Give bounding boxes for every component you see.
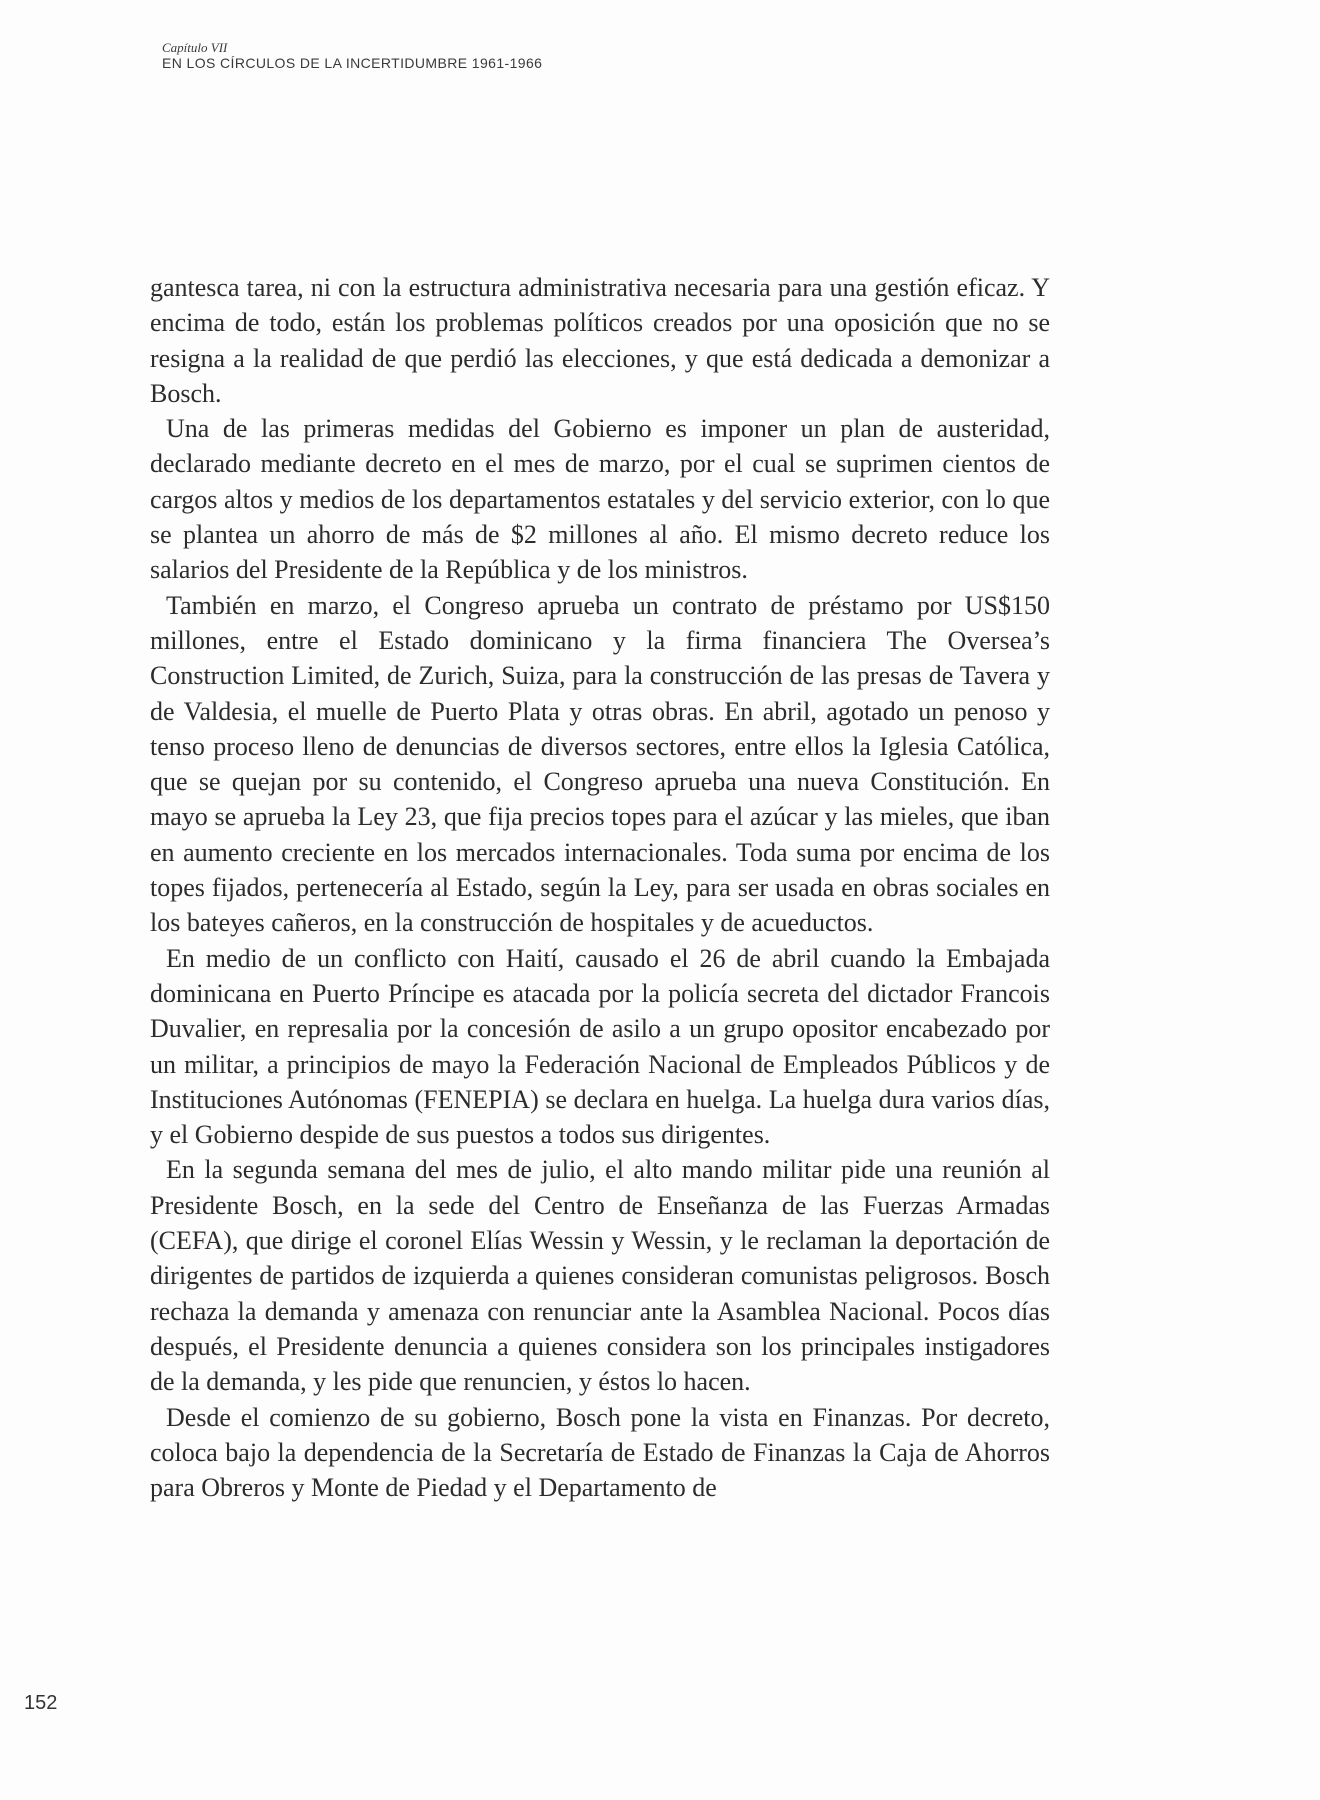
running-header bbox=[162, 40, 542, 72]
paragraph-2: Una de las primeras medidas del Gobierno es imponer un plan de austeridad, declarado mediante decreto en el mes de marzo, por el cual se suprimen cientos de cargos altos y medios de los departamentos estatales y del servicio exterior, con lo que se plantea un ahorro de más de $2 millones al año. El mismo decreto reduce los salarios del Presidente de la República y de los ministros. bbox=[150, 414, 1050, 585]
paragraph-3: También en marzo, el Congreso aprueba un contrato de préstamo por US$150 millones, entre el Estado dominicano y la firma financiera The Oversea’s Construction Limited, de Zurich, Suiza, para la construcción de las presas de Tavera y de Valdesia, el muelle de Puerto Plata y otras obras. En abril, agotado un penoso y tenso proceso lleno de denuncias de diversos sectores, entre ellos la Iglesia Católica, que se quejan por su contenido, el Congreso aprueba una nueva Constitución. En mayo se aprueba la Ley 23, que fija precios topes para el azúcar y las mieles, que iban en aumento creciente en los mercados internacionales. Toda suma por encima de los topes fijados, pertenecería al Estado, según la Ley, para ser usada en obras sociales en los bateyes cañeros, en la construcción de hospitales y de acueductos. bbox=[150, 590, 1050, 938]
chapter-title: EN LOS CÍRCULOS DE LA INCERTIDUMBRE 1961-1966 bbox=[162, 55, 543, 71]
paragraph-4: En medio de un conflicto con Haití, causado el 26 de abril cuando la Embajada dominicana en Puerto Príncipe es atacada por la policía secreta del dictador Francois Duvalier, en represalia por la concesión de asilo a un grupo opositor encabezado por un militar, a principios de mayo la Federación Nacional de Empleados Públicos y de Instituciones Autónomas (FENEPIA) se declara en huelga. La huelga dura varios días, y el Gobierno despide de sus puestos a todos sus dirigentes. bbox=[150, 943, 1050, 1150]
chapter-label: Capítulo VII bbox=[162, 40, 228, 55]
paragraph-5: En la segunda semana del mes de julio, el alto mando militar pide una reunión al Presidente Bosch, en la sede del Centro de Enseñanza de las Fuerzas Armadas (CEFA), que dirige el coronel Elías Wessin y Wessin, y le reclaman la deportación de dirigentes de partidos de izquierda a quienes consideran comunistas peligrosos. Bosch rechaza la demanda y amenaza con renunciar ante la Asamblea Nacional. Pocos días después, el Presidente denuncia a quienes considera son los principales instigadores de la demanda, y les pide que renuncien, y éstos lo hacen. bbox=[150, 1155, 1050, 1397]
page-number: 152 bbox=[24, 1692, 58, 1714]
paragraph-1: gantesca tarea, ni con la estructura administrativa necesaria para una gestión eficaz. Y encima de todo, están los problemas políticos creados por una oposición que no se resigna a la realidad de que perdió las elecciones, y que está dedicada a demonizar a Bosch. bbox=[150, 273, 1050, 408]
body-text bbox=[150, 270, 1050, 1505]
paragraph-6: Desde el comienzo de su gobierno, Bosch pone la vista en Finanzas. Por decreto, coloca bajo la dependencia de la Secretaría de Estado de Finanzas la Caja de Ahorros para Obreros y Monte de Piedad y el Departamento de bbox=[150, 1402, 1050, 1503]
